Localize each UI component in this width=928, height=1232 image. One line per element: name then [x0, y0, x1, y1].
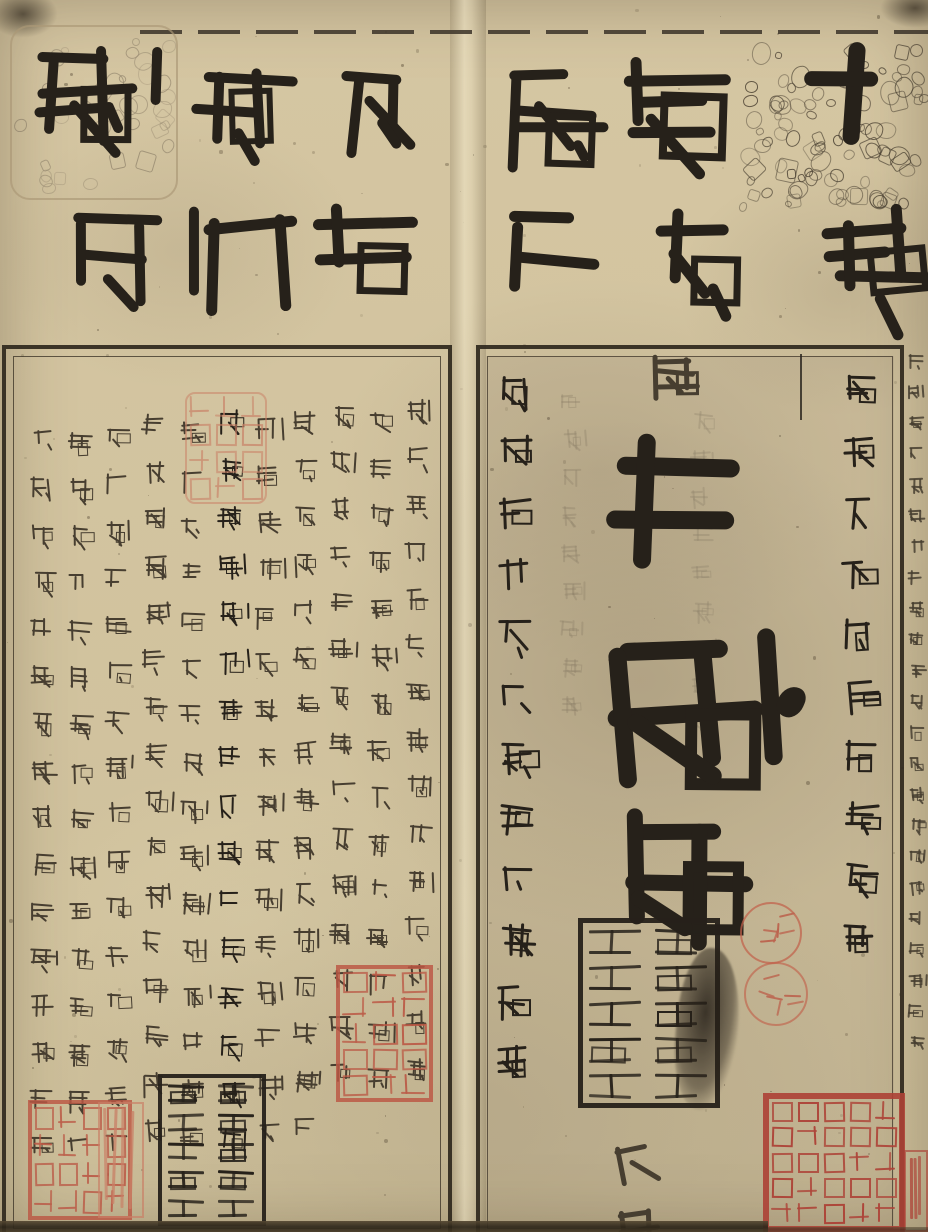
large-red-seal [763, 1093, 905, 1232]
top-rule-line [140, 30, 928, 34]
red-seal-edge [904, 1150, 928, 1232]
top-calligraphy-char [58, 198, 176, 318]
top-calligraphy-char [190, 196, 312, 320]
round-red-seal [740, 902, 802, 964]
bottom-edge-shadow [0, 1221, 768, 1232]
text-column [216, 408, 243, 1176]
top-calligraphy-char [318, 56, 426, 166]
text-column [142, 412, 168, 1164]
top-calligraphy-char [180, 54, 290, 166]
black-official-seal [158, 1074, 266, 1226]
text-column [292, 410, 318, 1162]
ghost-text-column [560, 390, 582, 732]
top-calligraphy-char [812, 198, 928, 324]
left-text-column [496, 372, 534, 1104]
right-strip-column [907, 352, 924, 1065]
top-calligraphy-char [612, 48, 740, 179]
text-column [29, 428, 55, 1180]
faint-red-seal [185, 392, 267, 504]
text-column [104, 425, 130, 1177]
text-column [179, 420, 205, 1172]
title-char [588, 425, 756, 596]
top-calligraphy-char [30, 40, 145, 157]
top-calligraphy-char [492, 58, 604, 172]
text-column [67, 430, 93, 1182]
header-char [645, 352, 697, 405]
title-char [592, 622, 772, 806]
text-column [254, 415, 280, 1167]
red-collector-seal [336, 965, 433, 1102]
column-rule [800, 354, 802, 420]
round-red-seal [744, 962, 808, 1026]
right-text-column [842, 372, 877, 982]
top-calligraphy-char [492, 200, 612, 322]
edge-stain [880, 0, 928, 28]
top-calligraphy-char [798, 38, 910, 152]
top-calligraphy-char [628, 204, 754, 333]
top-calligraphy-char [302, 192, 426, 318]
red-stripe-seal [98, 1102, 144, 1218]
bottom-edge-shadow [768, 1227, 928, 1232]
